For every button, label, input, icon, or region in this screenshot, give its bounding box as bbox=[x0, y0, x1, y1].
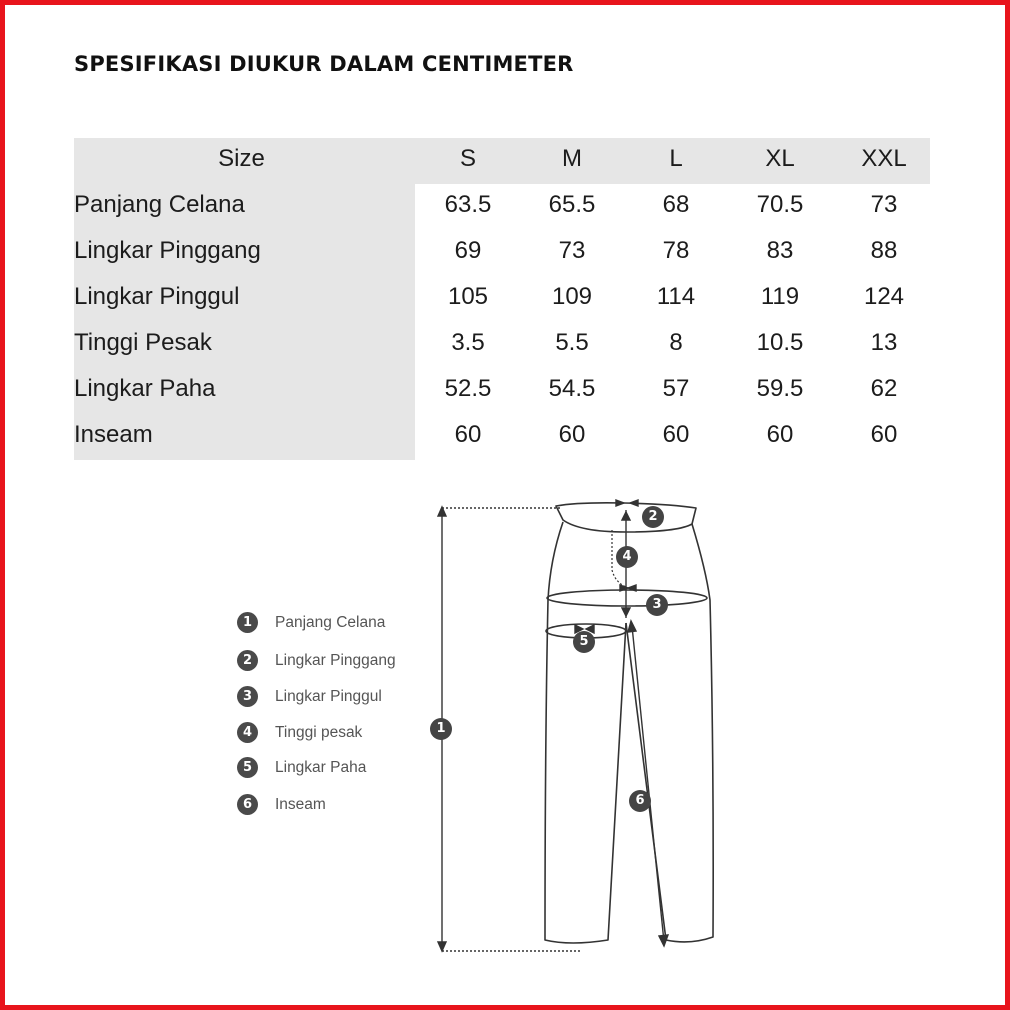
row-label: Inseam bbox=[74, 421, 153, 448]
cell-value: 60 bbox=[558, 421, 586, 448]
cell-value: 60 bbox=[662, 421, 690, 448]
legend-text: Tinggi pesak bbox=[275, 724, 363, 741]
legend-text: Panjang Celana bbox=[275, 614, 386, 631]
pants-outline-icon bbox=[420, 490, 740, 960]
table-row bbox=[74, 368, 930, 414]
number-badge-icon: 2 bbox=[237, 650, 258, 671]
number-badge-icon: 1 bbox=[237, 612, 258, 633]
cell-value: 78 bbox=[662, 237, 690, 264]
table-row bbox=[74, 230, 930, 276]
cell-value: 68 bbox=[662, 191, 690, 218]
cell-value: 105 bbox=[447, 283, 489, 310]
badge-4-icon: 4 bbox=[616, 546, 638, 568]
row-label: Lingkar Pinggang bbox=[74, 237, 261, 264]
row-label: Tinggi Pesak bbox=[74, 329, 212, 356]
cell-value: 73 bbox=[558, 237, 586, 264]
header-size-label: Size bbox=[218, 145, 265, 172]
legend-text: Lingkar Paha bbox=[275, 759, 367, 776]
cell-value: 60 bbox=[766, 421, 794, 448]
cell-value: 70.5 bbox=[756, 191, 804, 218]
badge-6-icon: 6 bbox=[629, 790, 651, 812]
row-label: Lingkar Paha bbox=[74, 375, 216, 402]
cell-value: 10.5 bbox=[756, 329, 804, 356]
table-row bbox=[74, 414, 930, 460]
cell-value: 3.5 bbox=[451, 329, 485, 356]
legend-text: Inseam bbox=[275, 796, 326, 813]
cell-value: 65.5 bbox=[548, 191, 596, 218]
badge-2-icon: 2 bbox=[642, 506, 664, 528]
legend-text: Lingkar Pinggang bbox=[275, 652, 396, 669]
badge-5-icon: 5 bbox=[573, 631, 595, 653]
cell-value: 109 bbox=[551, 283, 593, 310]
cell-value: 54.5 bbox=[548, 375, 596, 402]
cell-value: 88 bbox=[870, 237, 898, 264]
legend-text: Lingkar Pinggul bbox=[275, 688, 382, 705]
cell-value: 119 bbox=[760, 283, 800, 310]
cell-value: 60 bbox=[870, 421, 898, 448]
header-size-xl: XL bbox=[765, 145, 795, 172]
page-title: SPESIFIKASI DIUKUR DALAM CENTIMETER bbox=[74, 52, 574, 76]
cell-value: 59.5 bbox=[756, 375, 804, 402]
header-size-m: M bbox=[562, 145, 582, 172]
cell-value: 57 bbox=[662, 375, 690, 402]
cell-value: 69 bbox=[454, 237, 482, 264]
table-row bbox=[74, 322, 930, 368]
cell-value: 60 bbox=[454, 421, 482, 448]
row-label: Lingkar Pinggul bbox=[74, 283, 240, 310]
cell-value: 52.5 bbox=[444, 375, 492, 402]
badge-3-icon: 3 bbox=[646, 594, 668, 616]
cell-value: 83 bbox=[766, 237, 794, 264]
cell-value: 124 bbox=[863, 283, 905, 310]
header-size-l: L bbox=[669, 145, 683, 172]
table-row bbox=[74, 184, 930, 230]
badge-1-icon: 1 bbox=[430, 718, 452, 740]
cell-value: 63.5 bbox=[444, 191, 492, 218]
table-row bbox=[74, 276, 930, 322]
number-badge-icon: 6 bbox=[237, 794, 258, 815]
number-badge-icon: 5 bbox=[237, 757, 258, 778]
number-badge-icon: 4 bbox=[237, 722, 258, 743]
number-badge-icon: 3 bbox=[237, 686, 258, 707]
cell-value: 5.5 bbox=[555, 329, 589, 356]
cell-value: 62 bbox=[870, 375, 898, 402]
header-size-xxl: XXL bbox=[861, 145, 907, 172]
cell-value: 73 bbox=[870, 191, 898, 218]
header-size-s: S bbox=[459, 145, 476, 172]
cell-value: 13 bbox=[870, 329, 898, 356]
pants-diagram bbox=[420, 490, 740, 965]
row-label: Panjang Celana bbox=[74, 191, 245, 218]
cell-value: 114 bbox=[656, 283, 696, 310]
cell-value: 8 bbox=[669, 329, 683, 356]
table-header-row bbox=[74, 138, 930, 184]
